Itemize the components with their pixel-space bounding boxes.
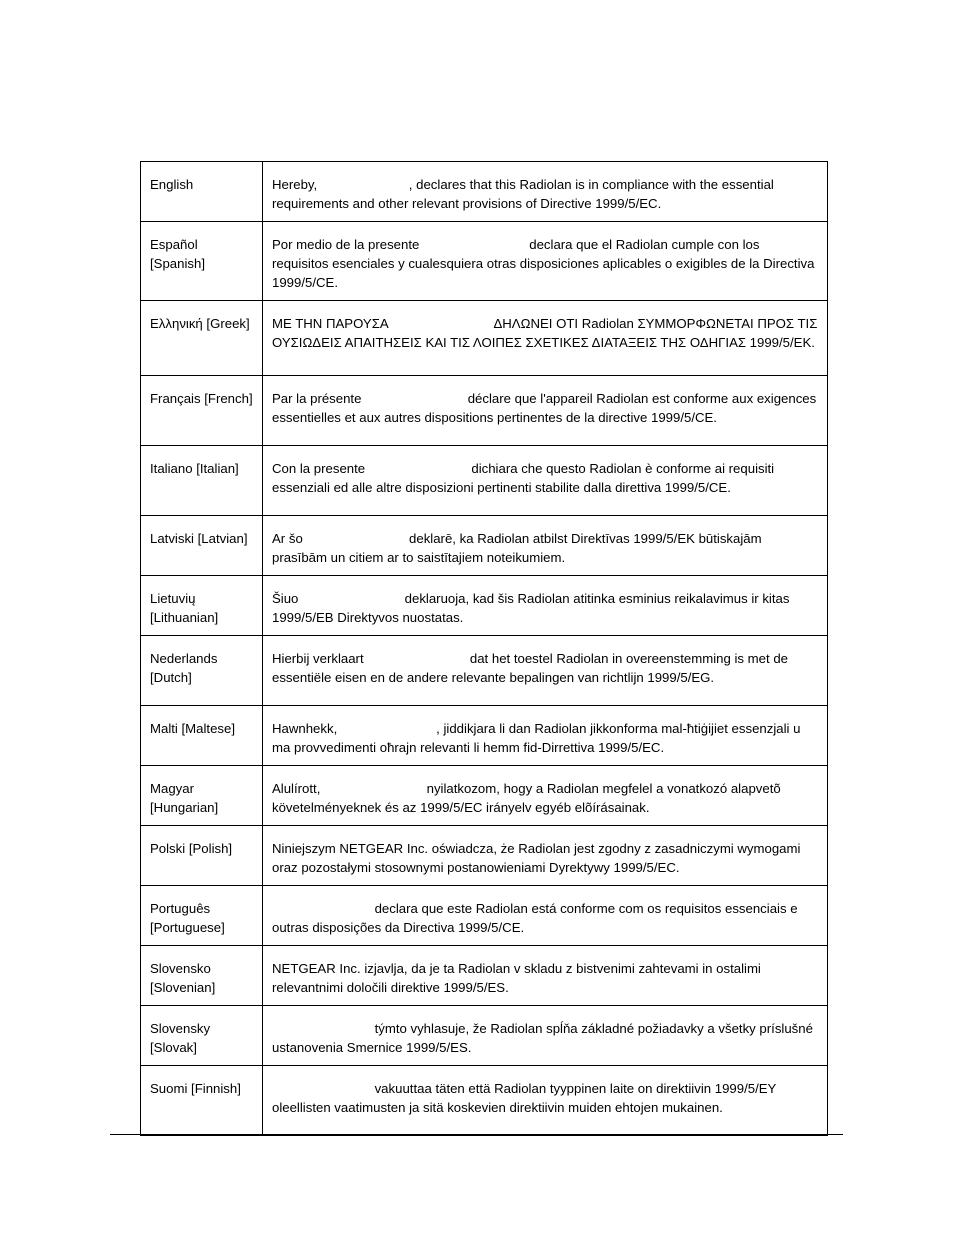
declaration-cell: Šiuo deklaruoja, kad šis Radiolan atitinka esminius reikalavimus ir kitas 1999/5/EB Direktyvos nuostatas. [263, 576, 828, 636]
declaration-cell: Hawnhekk, , jiddikjara li dan Radiolan jikkonforma mal-ħtiġijiet essenzjali u ma provvedimenti oħrajn relevanti li hemm fid-Dirrettiva 1999/5/EC. [263, 706, 828, 766]
table-row [141, 162, 828, 222]
language-cell: Português [Portuguese] [141, 886, 263, 946]
declaration-cell: Ar šo deklarē, ka Radiolan atbilst Direktīvas 1999/5/EK būtiskajām prasībām un citiem ar to saistītajiem noteikumiem. [263, 516, 828, 576]
language-cell: Latviski [Latvian] [141, 516, 263, 576]
table-row [141, 706, 828, 766]
table-row [141, 222, 828, 301]
language-cell: Lietuvių [Lithuanian] [141, 576, 263, 636]
table-row [141, 886, 828, 946]
language-cell: Nederlands [Dutch] [141, 636, 263, 706]
declaration-cell: vakuuttaa täten että Radiolan tyyppinen laite on direktiivin 1999/5/EY oleellisten vaatimusten ja sitä koskevien direktiivin muiden ehtojen mukainen. [263, 1066, 828, 1136]
table-row [141, 1066, 828, 1136]
language-cell: Slovensky [Slovak] [141, 1006, 263, 1066]
declaration-cell: Par la présente déclare que l'appareil Radiolan est conforme aux exigences essentielles et aux autres dispositions pertinentes de la directive 1999/5/CE. [263, 376, 828, 446]
language-cell: Español [Spanish] [141, 222, 263, 301]
table-row [141, 516, 828, 576]
language-cell: Malti [Maltese] [141, 706, 263, 766]
language-cell: Slovensko [Slovenian] [141, 946, 263, 1006]
table-row [141, 826, 828, 886]
declaration-cell: Con la presente dichiara che questo Radiolan è conforme ai requisiti essenziali ed alle altre disposizioni pertinenti stabilite dalla direttiva 1999/5/CE. [263, 446, 828, 516]
declaration-cell: Niniejszym NETGEAR Inc. oświadcza, że Radiolan jest zgodny z zasadniczymi wymogami oraz pozostałymi stosownymi postanowieniami Dyrektywy 1999/5/EC. [263, 826, 828, 886]
table-row [141, 576, 828, 636]
declaration-cell: declara que este Radiolan está conforme com os requisitos essenciais e outras disposições da Directiva 1999/5/CE. [263, 886, 828, 946]
language-cell: Italiano [Italian] [141, 446, 263, 516]
table-row [141, 946, 828, 1006]
language-cell: English [141, 162, 263, 222]
declaration-cell: Por medio de la presente declara que el Radiolan cumple con los requisitos esenciales y cualesquiera otras disposiciones aplicables o exigibles de la Directiva 1999/5/CE. [263, 222, 828, 301]
language-cell: Magyar [Hungarian] [141, 766, 263, 826]
language-cell: Ελληνική [Greek] [141, 301, 263, 376]
language-cell: Français [French] [141, 376, 263, 446]
declaration-cell: Hierbij verklaart dat het toestel Radiolan in overeenstemming is met de essentiële eisen en de andere relevante bepalingen van richtlijn 1999/5/EG. [263, 636, 828, 706]
declaration-cell: Hereby, , declares that this Radiolan is in compliance with the essential requirements and other relevant provisions of Directive 1999/5/EC. [263, 162, 828, 222]
declaration-cell: Alulírott, nyilatkozom, hogy a Radiolan megfelel a vonatkozó alapvetõ követelményeknek és az 1999/5/EC irányelv egyéb elõírásainak. [263, 766, 828, 826]
language-cell: Suomi [Finnish] [141, 1066, 263, 1136]
declaration-table [140, 161, 828, 1136]
table-row [141, 301, 828, 376]
declaration-cell: týmto vyhlasuje, že Radiolan spĺňa základné požiadavky a všetky príslušné ustanovenia Smernice 1999/5/ES. [263, 1006, 828, 1066]
declaration-cell: ΜΕ ΤΗΝ ΠΑΡΟΥΣΑ ΔΗΛΩΝΕΙ ΟΤΙ Radiolan ΣΥΜΜΟΡΦΩΝΕΤΑΙ ΠΡΟΣ ΤΙΣ ΟΥΣΙΩΔΕΙΣ ΑΠΑΙΤΗΣΕΙΣ ΚΑΙ ΤΙΣ ΛΟΙΠΕΣ ΣΧΕΤΙΚΕΣ ΔΙΑΤΑΞΕΙΣ ΤΗΣ ΟΔΗΓΙΑΣ 1999/5/ΕΚ. [263, 301, 828, 376]
footer-divider [110, 1134, 843, 1135]
table-row [141, 376, 828, 446]
table-row [141, 636, 828, 706]
table-row [141, 446, 828, 516]
table-row [141, 766, 828, 826]
declaration-cell: NETGEAR Inc. izjavlja, da je ta Radiolan v skladu z bistvenimi zahtevami in ostalimi relevantnimi določili direktive 1999/5/ES. [263, 946, 828, 1006]
table-row [141, 1006, 828, 1066]
language-cell: Polski [Polish] [141, 826, 263, 886]
